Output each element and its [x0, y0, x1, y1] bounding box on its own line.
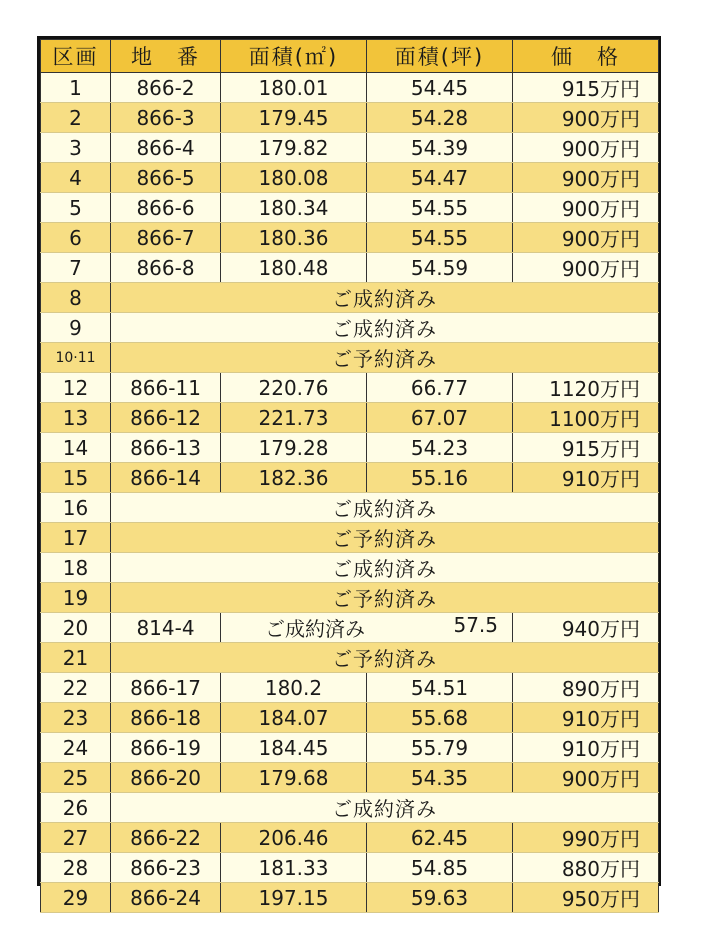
chiban-cell: 866-7 — [111, 223, 221, 253]
header-chiban: 地 番 — [111, 40, 221, 73]
area-m2-cell: 180.01 — [221, 73, 367, 103]
lot-number-cell: 5 — [41, 193, 111, 223]
table-row — [41, 73, 659, 103]
status-note-cell: ご予約済み — [111, 583, 659, 613]
area-tsubo-cell: 55.79 — [367, 733, 513, 763]
lot-number-cell: 10·11 — [41, 343, 111, 373]
status-note-cell: ご成約済み — [111, 793, 659, 823]
status-note-cell: ご成約済み — [111, 283, 659, 313]
lot-number-cell: 24 — [41, 733, 111, 763]
price-cell: 900万円 — [513, 193, 659, 223]
price-cell: 1100万円 — [513, 403, 659, 433]
lot-number-cell: 7 — [41, 253, 111, 283]
chiban-cell: 866-12 — [111, 403, 221, 433]
table-row — [41, 883, 659, 913]
table-row — [41, 463, 659, 493]
table-row — [41, 283, 659, 313]
table-row — [41, 553, 659, 583]
area-m2-cell: 179.82 — [221, 133, 367, 163]
price-cell: 940万円 — [513, 613, 659, 643]
lot-number-cell: 16 — [41, 493, 111, 523]
lot-number-cell: 29 — [41, 883, 111, 913]
table-row — [41, 703, 659, 733]
status-note-cell: ご成約済み — [111, 553, 659, 583]
table-row — [41, 133, 659, 163]
lot-number-cell: 9 — [41, 313, 111, 343]
table-row — [41, 193, 659, 223]
table-row — [41, 793, 659, 823]
table-row — [41, 343, 659, 373]
lot-price-table — [40, 39, 659, 913]
lot-number-cell: 19 — [41, 583, 111, 613]
price-cell: 900万円 — [513, 133, 659, 163]
area-m2-cell: 179.68 — [221, 763, 367, 793]
area-m2-cell: 220.76 — [221, 373, 367, 403]
area-tsubo-cell: 54.45 — [367, 73, 513, 103]
chiban-cell: 866-3 — [111, 103, 221, 133]
status-note-cell: ご予約済み — [111, 343, 659, 373]
chiban-cell: 866-2 — [111, 73, 221, 103]
price-cell: 900万円 — [513, 103, 659, 133]
area-tsubo-cell: 54.51 — [367, 673, 513, 703]
area-tsubo-cell: 67.07 — [367, 403, 513, 433]
status-note: ご成約済み — [265, 617, 365, 641]
chiban-cell: 866-6 — [111, 193, 221, 223]
lot-number-cell: 28 — [41, 853, 111, 883]
area-tsubo-cell: 54.59 — [367, 253, 513, 283]
lot-number-cell: 8 — [41, 283, 111, 313]
header-price: 価 格 — [513, 40, 659, 73]
lot-number-cell: 27 — [41, 823, 111, 853]
price-cell: 880万円 — [513, 853, 659, 883]
lot-number-cell: 23 — [41, 703, 111, 733]
table-row — [41, 733, 659, 763]
price-cell: 910万円 — [513, 733, 659, 763]
lot-number-cell: 22 — [41, 673, 111, 703]
price-cell: 900万円 — [513, 163, 659, 193]
area-m2-cell: 179.28 — [221, 433, 367, 463]
price-cell: 1120万円 — [513, 373, 659, 403]
lot-number-cell: 14 — [41, 433, 111, 463]
area-tsubo-cell: 54.28 — [367, 103, 513, 133]
status-note-cell: ご予約済み — [111, 643, 659, 673]
chiban-cell: 866-23 — [111, 853, 221, 883]
price-cell: 900万円 — [513, 763, 659, 793]
chiban-cell: 866-11 — [111, 373, 221, 403]
table-row — [41, 433, 659, 463]
table-row — [41, 853, 659, 883]
area-m2-cell: 184.07 — [221, 703, 367, 733]
area-m2-cell: 179.45 — [221, 103, 367, 133]
lot-number-cell: 21 — [41, 643, 111, 673]
table-row — [41, 253, 659, 283]
table-row — [41, 523, 659, 553]
header-area-m2: 面積(㎡) — [221, 40, 367, 73]
area-m2-cell: 181.33 — [221, 853, 367, 883]
lot-number-cell: 6 — [41, 223, 111, 253]
status-note-cell: ご成約済み — [111, 493, 659, 523]
area-tsubo-cell: 62.45 — [367, 823, 513, 853]
area-tsubo-cell: 54.55 — [367, 193, 513, 223]
area-tsubo-cell: 54.35 — [367, 763, 513, 793]
area-m2-cell: 182.36 — [221, 463, 367, 493]
lot-number-cell: 1 — [41, 73, 111, 103]
chiban-cell: 866-18 — [111, 703, 221, 733]
chiban-cell: 866-14 — [111, 463, 221, 493]
price-cell: 990万円 — [513, 823, 659, 853]
price-cell: 950万円 — [513, 883, 659, 913]
table-row — [41, 163, 659, 193]
area-tsubo-cell: 54.47 — [367, 163, 513, 193]
lot-number-cell: 12 — [41, 373, 111, 403]
chiban-cell: 866-17 — [111, 673, 221, 703]
lot-number-cell: 2 — [41, 103, 111, 133]
chiban-cell: 866-20 — [111, 763, 221, 793]
area-tsubo-cell: 55.68 — [367, 703, 513, 733]
price-cell: 915万円 — [513, 73, 659, 103]
area-m2-cell: 184.45 — [221, 733, 367, 763]
price-cell: 910万円 — [513, 703, 659, 733]
area-m2-cell: 180.36 — [221, 223, 367, 253]
lot-number-cell: 26 — [41, 793, 111, 823]
area-tsubo-value: 57.5 — [453, 613, 498, 637]
table-row — [41, 583, 659, 613]
chiban-cell: 866-22 — [111, 823, 221, 853]
price-cell: 900万円 — [513, 253, 659, 283]
table-row — [41, 313, 659, 343]
mixed-area-cell — [221, 613, 513, 643]
lot-number-cell: 20 — [41, 613, 111, 643]
area-m2-cell: 180.48 — [221, 253, 367, 283]
chiban-cell: 866-24 — [111, 883, 221, 913]
area-tsubo-cell: 59.63 — [367, 883, 513, 913]
chiban-cell: 866-5 — [111, 163, 221, 193]
chiban-cell: 866-13 — [111, 433, 221, 463]
chiban-cell: 866-19 — [111, 733, 221, 763]
lot-number-cell: 13 — [41, 403, 111, 433]
header-lot: 区画 — [41, 40, 111, 73]
chiban-cell: 866-8 — [111, 253, 221, 283]
area-tsubo-cell: 66.77 — [367, 373, 513, 403]
header-area-tsubo: 面積(坪) — [367, 40, 513, 73]
table-row — [41, 103, 659, 133]
status-note-cell: ご成約済み — [111, 313, 659, 343]
area-m2-cell: 180.34 — [221, 193, 367, 223]
lot-number-cell: 4 — [41, 163, 111, 193]
lot-number-cell: 18 — [41, 553, 111, 583]
area-tsubo-cell: 54.23 — [367, 433, 513, 463]
area-tsubo-cell: 54.39 — [367, 133, 513, 163]
lot-number-cell: 25 — [41, 763, 111, 793]
price-cell: 910万円 — [513, 463, 659, 493]
table-row — [41, 373, 659, 403]
table-row — [41, 673, 659, 703]
lot-number-cell: 15 — [41, 463, 111, 493]
area-tsubo-cell: 55.16 — [367, 463, 513, 493]
area-m2-cell: 221.73 — [221, 403, 367, 433]
lot-price-table-frame — [37, 36, 661, 911]
chiban-cell: 814-4 — [111, 613, 221, 643]
status-note-cell: ご予約済み — [111, 523, 659, 553]
chiban-cell: 866-4 — [111, 133, 221, 163]
table-row — [41, 403, 659, 433]
table-row — [41, 823, 659, 853]
lot-number-cell: 17 — [41, 523, 111, 553]
table-body — [41, 73, 659, 913]
table-row — [41, 763, 659, 793]
area-m2-cell: 180.08 — [221, 163, 367, 193]
area-m2-cell: 180.2 — [221, 673, 367, 703]
table-row — [41, 493, 659, 523]
area-tsubo-cell: 54.85 — [367, 853, 513, 883]
price-cell: 915万円 — [513, 433, 659, 463]
table-row — [41, 613, 659, 643]
lot-number-cell: 3 — [41, 133, 111, 163]
area-m2-cell: 197.15 — [221, 883, 367, 913]
price-cell: 900万円 — [513, 223, 659, 253]
area-tsubo-cell: 54.55 — [367, 223, 513, 253]
table-header-row — [41, 40, 659, 73]
mixed-area-content — [221, 613, 512, 642]
area-m2-cell: 206.46 — [221, 823, 367, 853]
price-cell: 890万円 — [513, 673, 659, 703]
table-row — [41, 223, 659, 253]
table-row — [41, 643, 659, 673]
